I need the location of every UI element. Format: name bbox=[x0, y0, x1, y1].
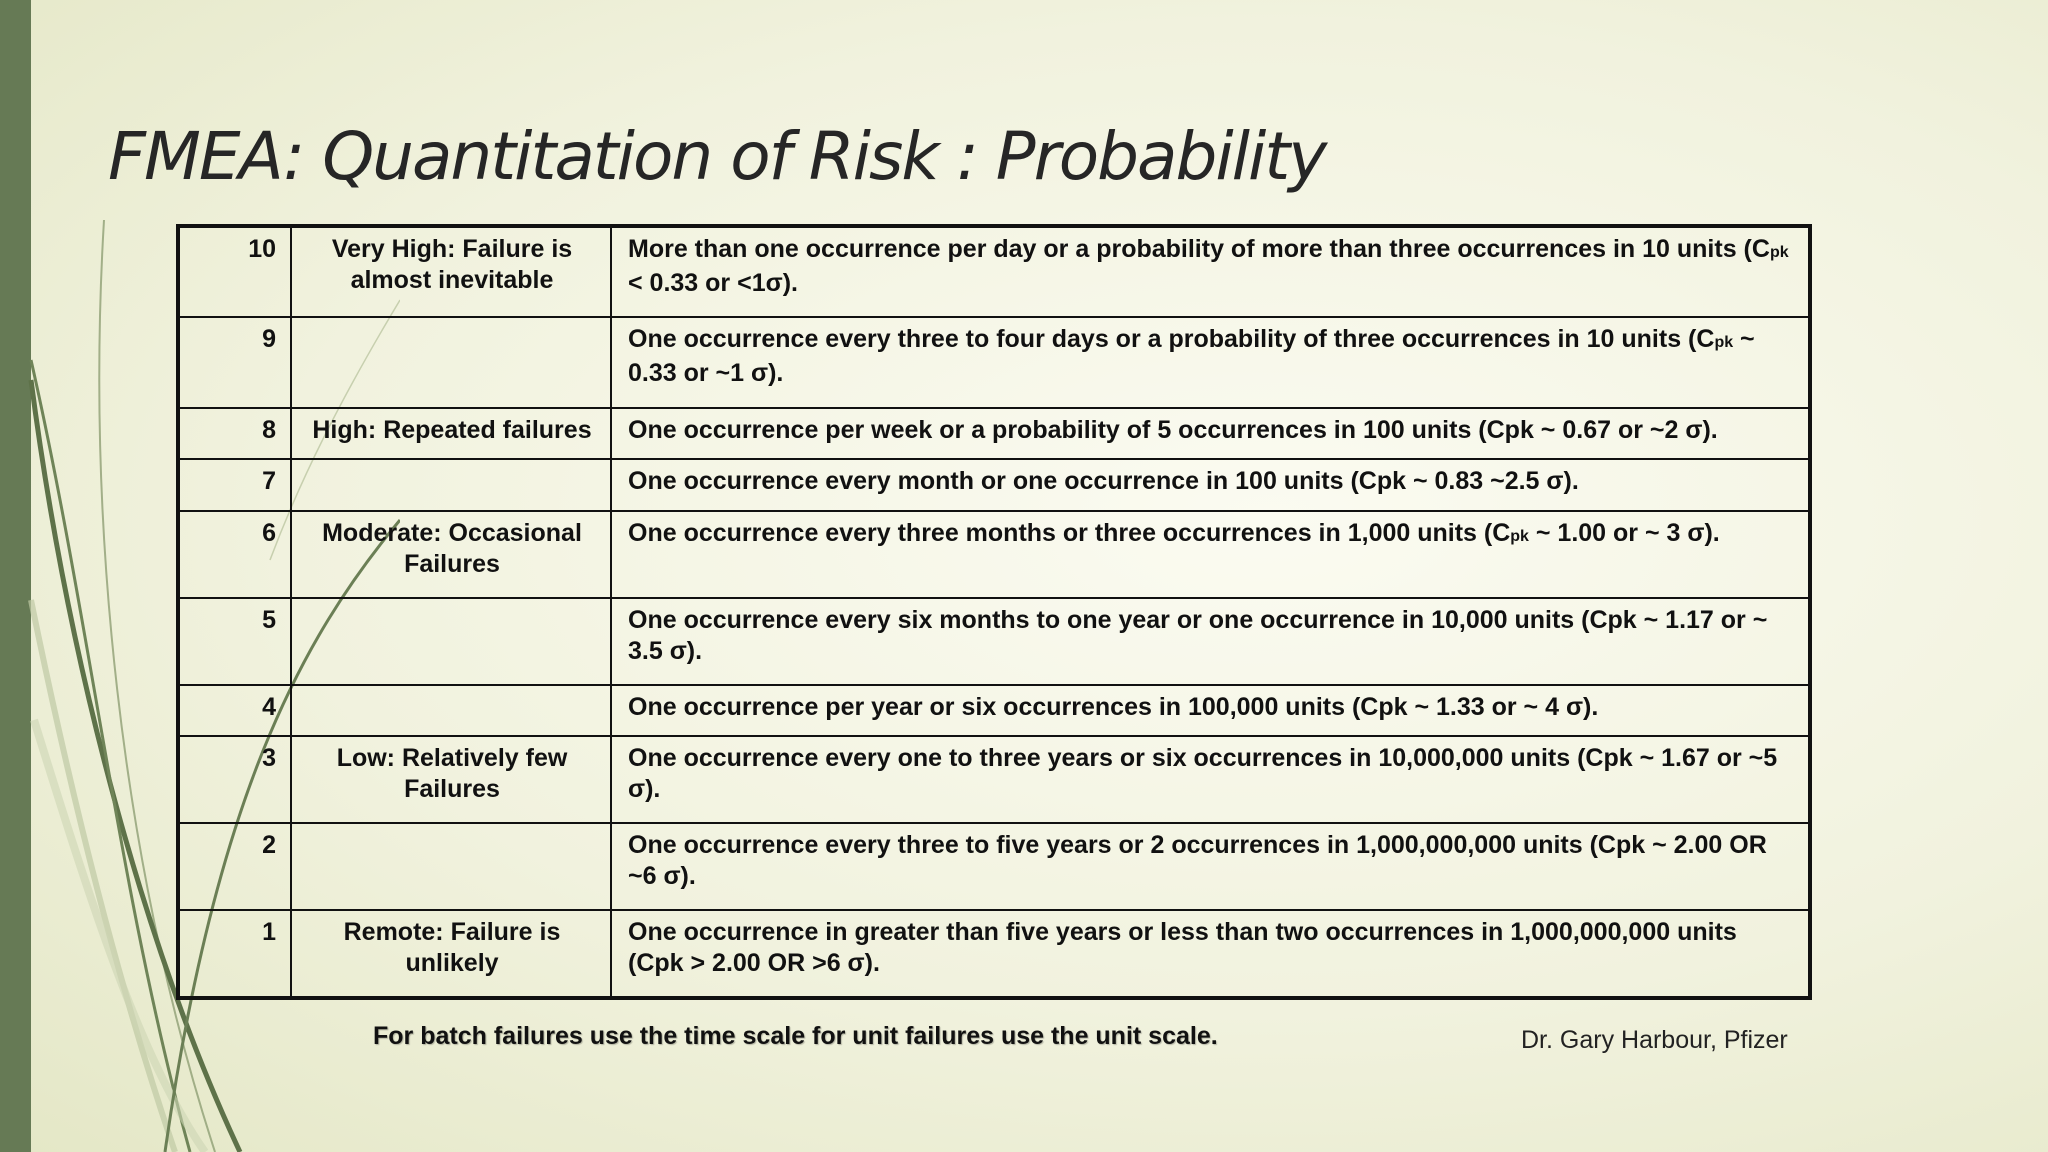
probability-description-cell bbox=[611, 317, 1810, 407]
description-text: One occurrence every three to four days or a probability of three occurrences in 10 units (C bbox=[628, 325, 1715, 354]
description-text: One occurrence per year or six occurrences in 100,000 units (Cpk ~ 1.33 or ~ 4 σ). bbox=[628, 692, 1599, 721]
table-row bbox=[178, 685, 1810, 736]
rank-cell: 1 bbox=[178, 910, 291, 998]
likelihood-level-cell bbox=[291, 823, 611, 910]
probability-description-cell bbox=[611, 598, 1810, 685]
probability-description-cell bbox=[611, 511, 1810, 598]
likelihood-level-cell: Remote: Failure is unlikely bbox=[291, 910, 611, 998]
rank-cell: 4 bbox=[178, 685, 291, 736]
rank-cell: 7 bbox=[178, 459, 291, 510]
table-row bbox=[178, 408, 1810, 459]
table-row bbox=[178, 598, 1810, 685]
probability-description-cell bbox=[611, 685, 1810, 736]
description-text: More than one occurrence per day or a probability of more than three occurrences in 10 units (C bbox=[628, 235, 1770, 263]
probability-description-cell bbox=[611, 226, 1810, 317]
description-text: ~ 1.00 or ~ 3 σ). bbox=[1528, 518, 1720, 547]
table-row bbox=[178, 511, 1810, 598]
rank-cell: 2 bbox=[178, 823, 291, 910]
probability-ranking-table bbox=[176, 224, 1812, 1000]
author-credit: Dr. Gary Harbour, Pfizer bbox=[1521, 1026, 1788, 1054]
table-row bbox=[178, 910, 1810, 998]
probability-description-cell bbox=[611, 408, 1810, 459]
description-text: One occurrence every six months to one year or one occurrence in 10,000 units (Cpk ~ 1.17 or ~ 3.5 σ). bbox=[628, 605, 1768, 665]
description-text: One occurrence per week or a probability of 5 occurrences in 100 units (Cpk ~ 0.67 or ~2 σ). bbox=[628, 415, 1718, 444]
footnote: For batch failures use the time scale for unit failures use the unit scale. bbox=[373, 1022, 1218, 1050]
table-row bbox=[178, 736, 1810, 823]
description-text: One occurrence every one to three years or six occurrences in 10,000,000 units (Cpk ~ 1.67 or ~5 σ). bbox=[628, 744, 1778, 803]
subscript-text: pk bbox=[1510, 527, 1529, 545]
rank-cell: 10 bbox=[178, 226, 291, 317]
table-body bbox=[178, 226, 1810, 998]
table-row bbox=[178, 317, 1810, 407]
rank-cell: 3 bbox=[178, 736, 291, 823]
probability-description-cell bbox=[611, 910, 1810, 998]
probability-description-cell bbox=[611, 736, 1810, 823]
slide-title: FMEA: Quantitation of Risk : Probability bbox=[108, 118, 1326, 195]
subscript-text: pk bbox=[1714, 334, 1734, 352]
likelihood-level-cell: Very High: Failure is almost inevitable bbox=[291, 226, 611, 317]
likelihood-level-cell bbox=[291, 685, 611, 736]
likelihood-level-cell: High: Repeated failures bbox=[291, 408, 611, 459]
subscript-text: pk bbox=[1769, 244, 1789, 261]
table-row bbox=[178, 226, 1810, 317]
description-text: ~ 0.33 or ~1 σ). bbox=[628, 325, 1755, 388]
table-row bbox=[178, 823, 1810, 910]
rank-cell: 8 bbox=[178, 408, 291, 459]
likelihood-level-cell bbox=[291, 598, 611, 685]
likelihood-level-cell: Low: Relatively few Failures bbox=[291, 736, 611, 823]
description-text: One occurrence every month or one occurrence in 100 units (Cpk ~ 0.83 ~2.5 σ). bbox=[628, 467, 1579, 496]
description-text: One occurrence every three to five years or 2 occurrences in 1,000,000,000 units (Cpk ~ 2.00 OR ~6 σ). bbox=[628, 830, 1767, 890]
likelihood-level-cell: Moderate: Occasional Failures bbox=[291, 511, 611, 598]
rank-cell: 5 bbox=[178, 598, 291, 685]
rank-cell: 9 bbox=[178, 317, 291, 407]
table-row bbox=[178, 459, 1810, 510]
description-text: One occurrence in greater than five years or less than two occurrences in 1,000,000,000 units (Cpk > 2.00 OR >6 σ). bbox=[628, 917, 1737, 977]
probability-description-cell bbox=[611, 459, 1810, 510]
likelihood-level-cell bbox=[291, 317, 611, 407]
description-text: < 0.33 or <1σ). bbox=[628, 269, 798, 297]
likelihood-level-cell bbox=[291, 459, 611, 510]
rank-cell: 6 bbox=[178, 511, 291, 598]
description-text: One occurrence every three months or three occurrences in 1,000 units (C bbox=[628, 518, 1511, 547]
probability-description-cell bbox=[611, 823, 1810, 910]
